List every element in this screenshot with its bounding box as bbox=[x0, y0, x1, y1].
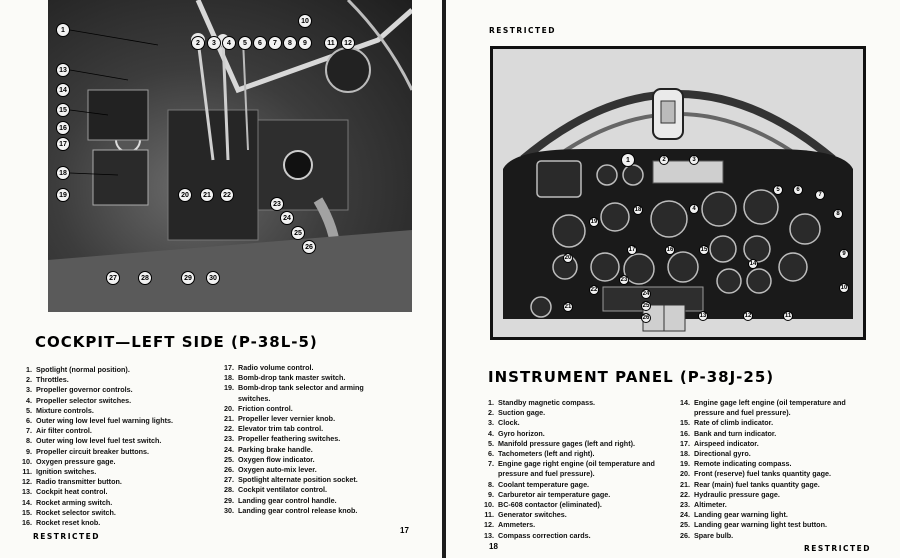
list-item: 6. Tachometers (left and right). bbox=[488, 449, 595, 459]
list-item: 1. Standby magnetic compass. bbox=[488, 398, 596, 407]
callout-27: 27 bbox=[106, 271, 120, 285]
list-item: 10. Oxygen pressure gage. bbox=[22, 456, 116, 466]
list-item: 24. Landing gear warning light. bbox=[680, 510, 788, 520]
panel-callout-8: 8 bbox=[833, 209, 843, 219]
panel-callout-22: 22 bbox=[590, 287, 598, 293]
callout-9: 9 bbox=[298, 36, 312, 50]
cockpit-left-side-photo bbox=[48, 0, 412, 312]
callout-26: 26 bbox=[302, 240, 316, 254]
callout-7: 7 bbox=[268, 36, 282, 50]
list-item: 2. Throttles. bbox=[26, 375, 69, 385]
callout-24: 24 bbox=[280, 211, 294, 225]
callout-10: 10 bbox=[298, 14, 312, 28]
panel-callout-14: 14 bbox=[749, 261, 757, 267]
callout-11: 11 bbox=[324, 36, 338, 50]
list-item: 16. Rocket reset knob. bbox=[22, 518, 101, 528]
list-item: 14. Rocket arming switch. bbox=[22, 497, 113, 507]
panel-callout-16: 16 bbox=[666, 247, 674, 253]
callout-1: 1 bbox=[56, 23, 70, 37]
list-item: 9. Carburetor air temperature gage. bbox=[488, 489, 611, 499]
list-item: 18. Directional gyro. bbox=[680, 449, 751, 459]
list-item: 12. Radio transmitter button. bbox=[22, 477, 122, 487]
instrument-panel-photo bbox=[490, 46, 866, 340]
list-item: 26. Oxygen auto-mix lever. bbox=[224, 465, 317, 475]
callout-21: 21 bbox=[200, 188, 214, 202]
callout-17: 17 bbox=[56, 137, 70, 151]
list-item: 15. Rate of climb indicator. bbox=[680, 418, 774, 428]
callout-19: 19 bbox=[56, 188, 70, 202]
panel-callout-19: 19 bbox=[590, 219, 598, 225]
panel-callout-20: 20 bbox=[564, 255, 572, 261]
panel-callout-18: 18 bbox=[634, 207, 642, 213]
list-item: 19. Bomb-drop tank selector and arming switches. bbox=[224, 383, 364, 403]
callout-16: 16 bbox=[56, 121, 70, 135]
list-item: 1. Spotlight (normal position). bbox=[26, 365, 130, 374]
left-page-title: COCKPIT—LEFT SIDE (P-38L-5) bbox=[35, 333, 318, 351]
list-item: 17. Airspeed indicator. bbox=[680, 438, 759, 448]
list-item: 13. Compass correction cards. bbox=[484, 530, 591, 540]
callout-20: 20 bbox=[178, 188, 192, 202]
left-page bbox=[0, 0, 442, 558]
list-item: 7. Air filter control. bbox=[26, 426, 92, 436]
callout-28: 28 bbox=[138, 271, 152, 285]
list-item: 26. Spare bulb. bbox=[680, 530, 734, 540]
callout-2: 2 bbox=[191, 36, 205, 50]
panel-callout-26: 26 bbox=[642, 315, 650, 321]
callout-14: 14 bbox=[56, 83, 70, 97]
panel-callout-4: 4 bbox=[689, 204, 699, 214]
right-items-col1 bbox=[480, 398, 670, 541]
list-item: 28. Cockpit ventilator control. bbox=[224, 485, 328, 495]
callout-30: 30 bbox=[206, 271, 220, 285]
list-item: 19. Remote indicating compass. bbox=[680, 459, 792, 469]
list-item: 6. Outer wing low level fuel warning lights. bbox=[26, 416, 173, 426]
list-item: 29. Landing gear control handle. bbox=[224, 495, 337, 505]
left-footer-restricted: RESTRICTED bbox=[33, 532, 100, 541]
panel-callout-10: 10 bbox=[840, 285, 848, 291]
right-page bbox=[446, 0, 900, 558]
panel-callout-3: 3 bbox=[689, 155, 699, 165]
list-item: 24. Parking brake handle. bbox=[224, 444, 313, 454]
list-item: 9. Propeller circuit breaker buttons. bbox=[26, 446, 150, 456]
list-item: 2. Suction gage. bbox=[488, 408, 546, 418]
panel-callout-17: 17 bbox=[628, 247, 636, 253]
list-item: 22. Elevator trim tab control. bbox=[224, 424, 324, 434]
instrument-panel-drawing bbox=[493, 49, 863, 337]
panel-callout-5: 5 bbox=[773, 185, 783, 195]
list-item: 27. Spotlight alternate position socket. bbox=[224, 475, 358, 485]
panel-callout-23: 23 bbox=[620, 277, 628, 283]
left-items-col2 bbox=[220, 363, 390, 516]
callout-15: 15 bbox=[56, 103, 70, 117]
right-page-title: INSTRUMENT PANEL (P-38J-25) bbox=[488, 368, 775, 386]
right-page-number: 18 bbox=[489, 542, 498, 551]
right-header-restricted: RESTRICTED bbox=[489, 26, 556, 35]
callout-6: 6 bbox=[253, 36, 267, 50]
panel-callout-25: 25 bbox=[642, 303, 650, 309]
callout-29: 29 bbox=[181, 271, 195, 285]
list-item: 8. Coolant temperature gage. bbox=[488, 479, 590, 489]
panel-callout-24: 24 bbox=[642, 291, 650, 297]
list-item: 25. Oxygen flow indicator. bbox=[224, 454, 315, 464]
list-item: 30. Landing gear control release knob. bbox=[224, 505, 358, 515]
list-item: 16. Bank and turn indicator. bbox=[680, 428, 777, 438]
panel-callout-6: 6 bbox=[793, 185, 803, 195]
list-item: 21. Rear (main) fuel tanks quantity gage. bbox=[680, 479, 820, 489]
list-item: 12. Ammeters. bbox=[484, 520, 536, 530]
callout-3: 3 bbox=[207, 36, 221, 50]
list-item: 3. Clock. bbox=[488, 418, 520, 428]
list-item: 5. Mixture controls. bbox=[26, 405, 94, 415]
list-item: 15. Rocket selector switch. bbox=[22, 507, 116, 517]
list-item: 4. Propeller selector switches. bbox=[26, 395, 132, 405]
list-item: 25. Landing gear warning light test button. bbox=[680, 520, 827, 530]
list-item: 4. Gyro horizon. bbox=[488, 428, 545, 438]
callout-22: 22 bbox=[220, 188, 234, 202]
panel-callout-11: 11 bbox=[784, 313, 792, 319]
list-item: 22. Hydraulic pressure gage. bbox=[680, 489, 780, 499]
list-item: 17. Radio volume control. bbox=[224, 363, 314, 372]
list-item: 18. Bomb-drop tank master switch. bbox=[224, 373, 346, 383]
callout-12: 12 bbox=[341, 36, 355, 50]
list-item: 23. Altimeter. bbox=[680, 500, 727, 510]
list-item: 11. Generator switches. bbox=[484, 510, 567, 520]
callout-13: 13 bbox=[56, 63, 70, 77]
list-item: 20. Friction control. bbox=[224, 403, 293, 413]
right-items-col2 bbox=[676, 398, 876, 541]
panel-callout-7: 7 bbox=[815, 190, 825, 200]
list-item: 11. Ignition switches. bbox=[22, 467, 97, 477]
right-footer-restricted: RESTRICTED bbox=[804, 544, 871, 553]
list-item: 14. Engine gage left engine (oil temperature and pressure and fuel pressure). bbox=[680, 398, 846, 418]
panel-callout-1: 1 bbox=[621, 153, 635, 167]
callout-18: 18 bbox=[56, 166, 70, 180]
list-item: 23. Propeller feathering switches. bbox=[224, 434, 341, 444]
list-item: 5. Manifold pressure gages (left and right). bbox=[488, 438, 635, 448]
left-items-col1 bbox=[18, 365, 218, 528]
panel-callout-13: 13 bbox=[699, 313, 707, 319]
panel-callout-15: 15 bbox=[700, 247, 708, 253]
list-item: 20. Front (reserve) fuel tanks quantity gage. bbox=[680, 469, 831, 479]
list-item: 13. Cockpit heat control. bbox=[22, 487, 108, 497]
list-item: 8. Outer wing low level fuel test switch. bbox=[26, 436, 162, 446]
callout-5: 5 bbox=[238, 36, 252, 50]
list-item: 10. BC-608 contactor (eliminated). bbox=[484, 500, 602, 510]
list-item: 3. Propeller governor controls. bbox=[26, 385, 133, 395]
callout-4: 4 bbox=[222, 36, 236, 50]
list-item: 7. Engine gage right engine (oil temperature and pressure and fuel pressure). bbox=[488, 459, 655, 479]
list-item: 21. Propeller lever vernier knob. bbox=[224, 414, 336, 424]
panel-callout-12: 12 bbox=[744, 313, 752, 319]
panel-callout-21: 21 bbox=[564, 304, 572, 310]
panel-callout-2: 2 bbox=[659, 155, 669, 165]
callout-23: 23 bbox=[270, 197, 284, 211]
callout-25: 25 bbox=[291, 226, 305, 240]
panel-callout-9: 9 bbox=[839, 249, 849, 259]
left-page-number: 17 bbox=[400, 526, 409, 535]
callout-8: 8 bbox=[283, 36, 297, 50]
